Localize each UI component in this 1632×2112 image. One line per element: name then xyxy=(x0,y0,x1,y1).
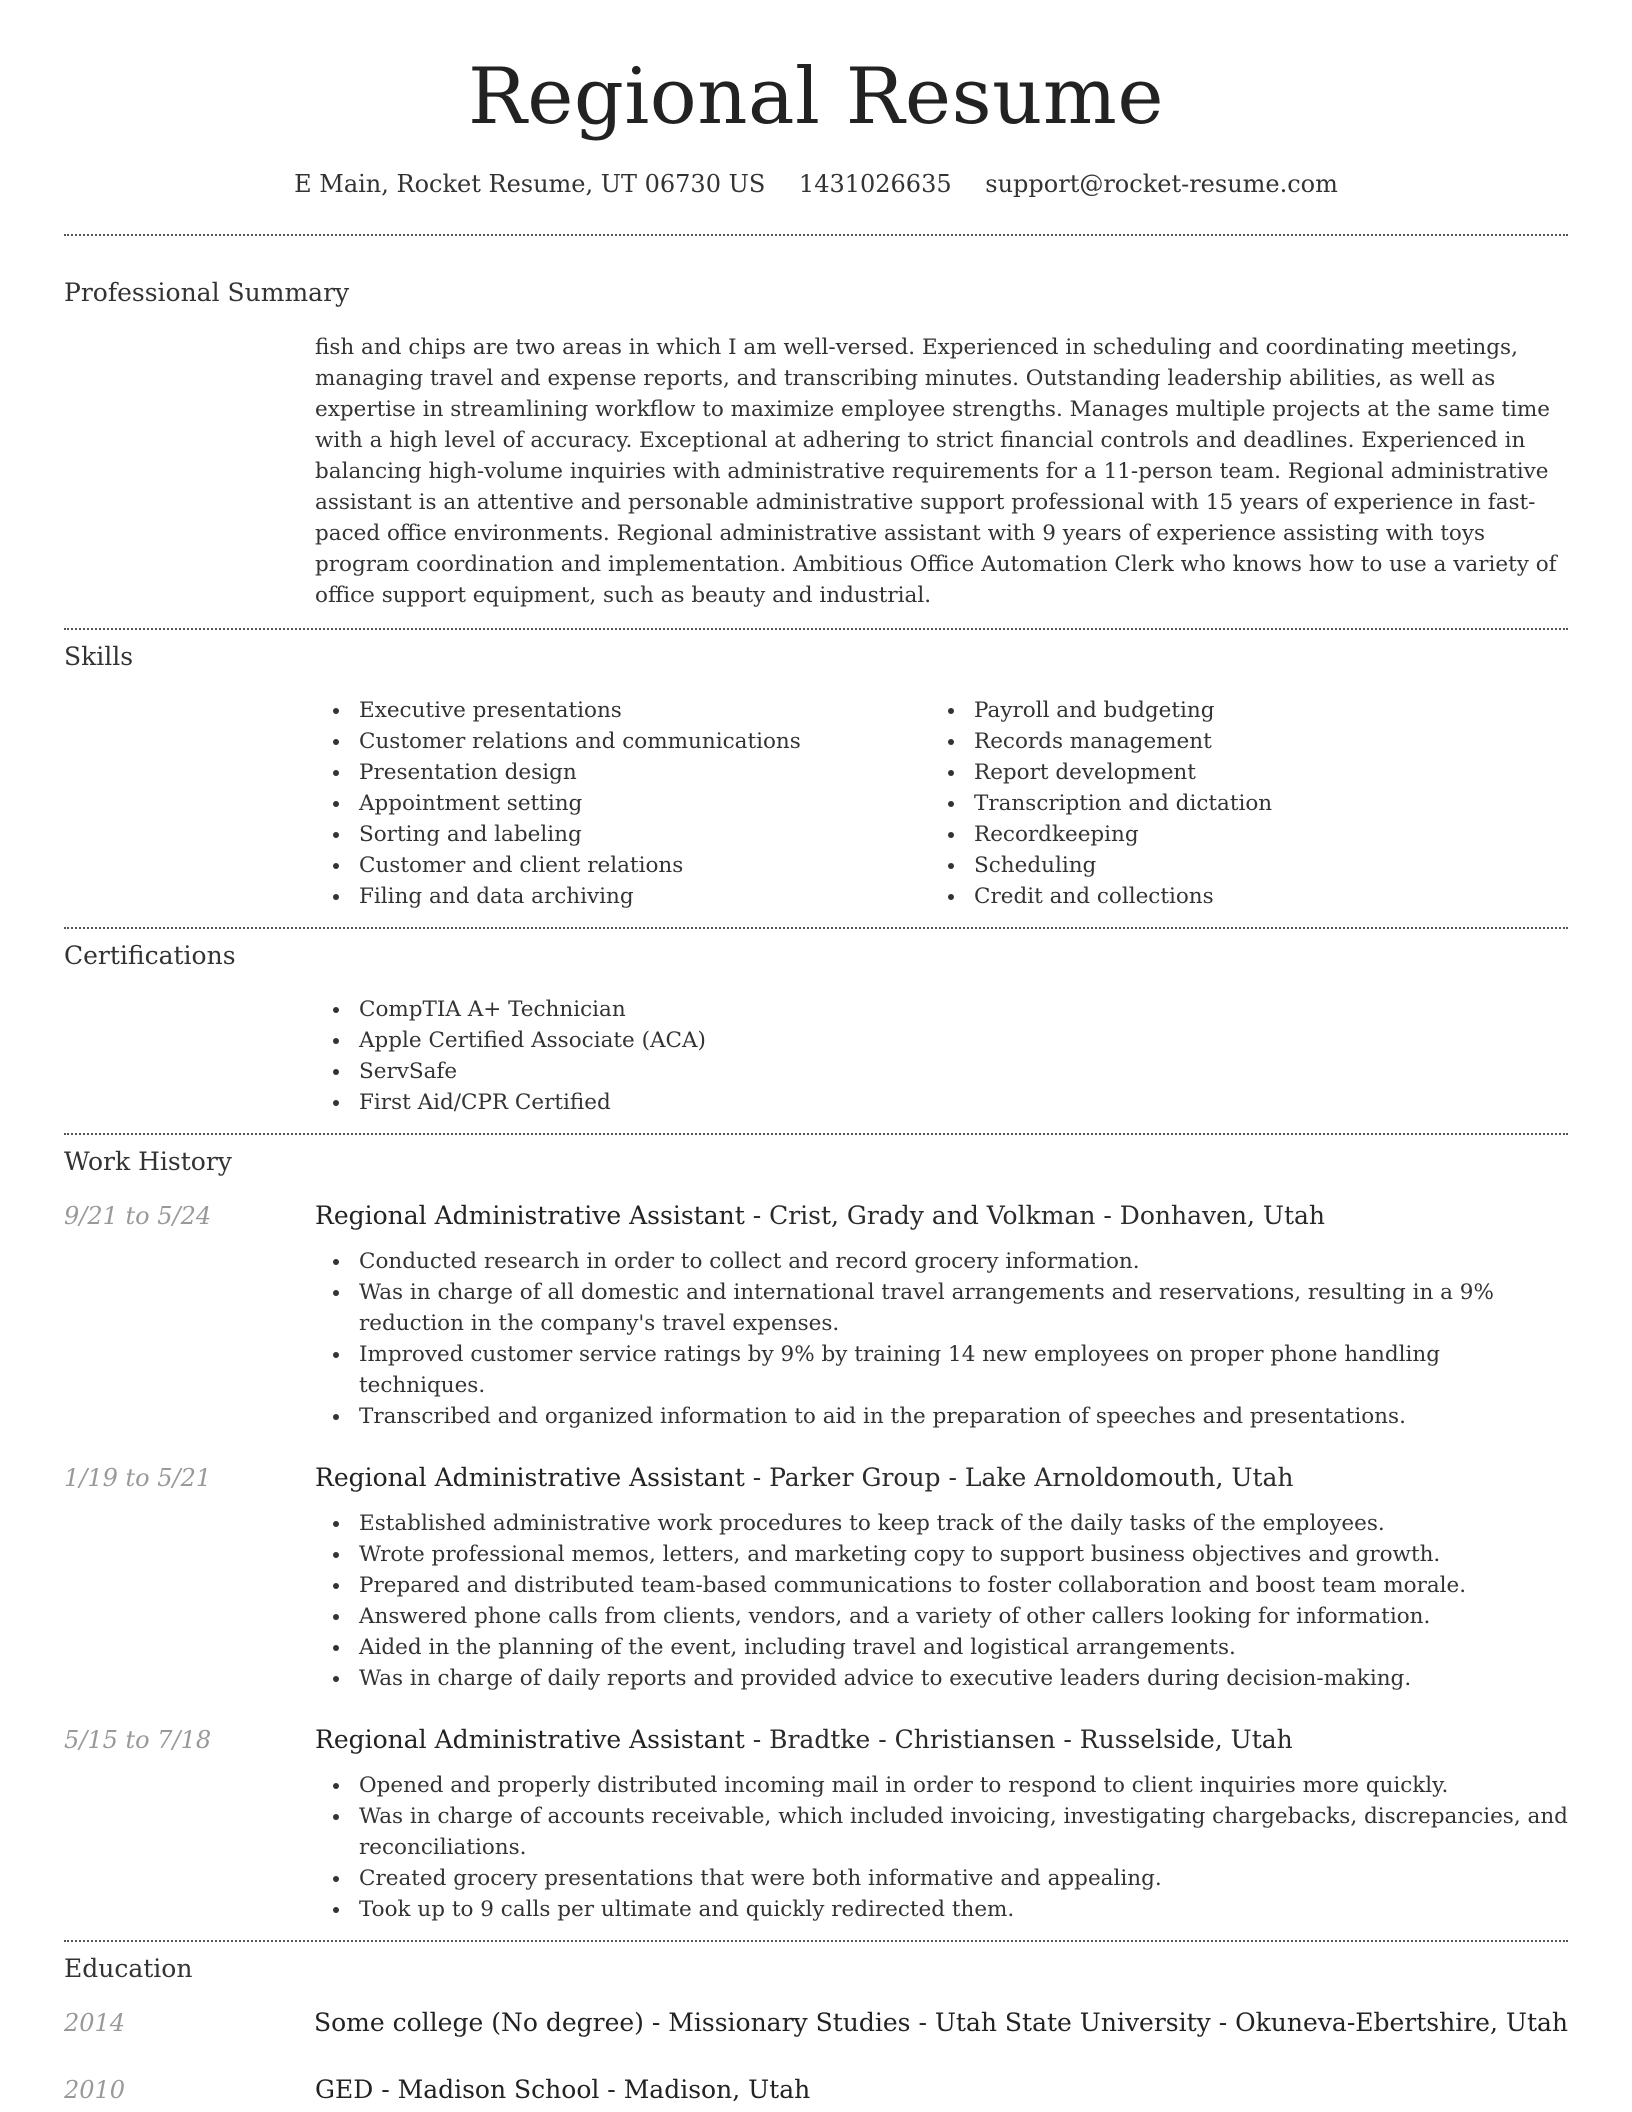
job-role: Regional Administrative Assistant xyxy=(315,1725,745,1754)
job-bullets xyxy=(315,1770,1568,1925)
section-divider xyxy=(64,628,1568,630)
job-bullet: Improved customer service ratings by 9% by training 14 new employees on proper phone handling techniques. xyxy=(315,1339,1568,1401)
contact-line xyxy=(64,170,1568,198)
section-divider xyxy=(64,234,1568,236)
skill-item: Records management xyxy=(930,726,1545,757)
job-dates: 1/19 to 5/21 xyxy=(64,1464,212,1492)
job-bullet: Answered phone calls from clients, vendors, and a variety of other callers looking for information. xyxy=(315,1601,1568,1632)
contact-phone: 1431026635 xyxy=(798,170,952,198)
skill-item: Presentation design xyxy=(315,757,930,788)
job-bullet: Opened and properly distributed incoming mail in order to respond to client inquiries more quickly. xyxy=(315,1770,1568,1801)
skill-item: Report development xyxy=(930,757,1545,788)
job-entry xyxy=(64,1200,1568,1232)
job-bullet: Wrote professional memos, letters, and marketing copy to support business objectives and growth. xyxy=(315,1539,1568,1570)
skill-item: Appointment setting xyxy=(315,788,930,819)
skill-item: Recordkeeping xyxy=(930,819,1545,850)
job-heading xyxy=(315,1724,1293,1756)
skill-item: Customer relations and communications xyxy=(315,726,930,757)
section-divider xyxy=(64,927,1568,929)
section-title-work-history: Work History xyxy=(64,1147,232,1176)
section-title-education: Education xyxy=(64,1954,193,1983)
education-details: GED - Madison School - Madison, Utah xyxy=(315,2075,811,2104)
job-bullets xyxy=(315,1246,1568,1432)
section-title-skills: Skills xyxy=(64,642,134,671)
certifications-list xyxy=(315,994,1568,1118)
education-entry xyxy=(64,2074,1568,2106)
job-bullet: Established administrative work procedures to keep track of the daily tasks of the employees. xyxy=(315,1508,1568,1539)
job-bullet: Conducted research in order to collect and record grocery information. xyxy=(315,1246,1568,1277)
job-dates: 9/21 to 5/24 xyxy=(64,1202,212,1230)
skills-list xyxy=(315,695,1568,912)
job-bullet: Was in charge of accounts receivable, which included invoicing, investigating chargebacks, discrepancies, and reconciliations. xyxy=(315,1801,1568,1863)
section-divider xyxy=(64,1133,1568,1135)
education-details: Some college (No degree) - Missionary Studies - Utah State University - Okuneva-Ebertshire, Utah xyxy=(314,2008,1568,2037)
education-year: 2010 xyxy=(64,2076,126,2104)
job-bullet: Took up to 9 calls per ultimate and quickly redirected them. xyxy=(315,1894,1568,1925)
certification-item: ServSafe xyxy=(315,1056,1568,1087)
education-year: 2014 xyxy=(64,2009,126,2037)
certification-item: First Aid/CPR Certified xyxy=(315,1087,1568,1118)
job-entry xyxy=(64,1462,1568,1494)
education-entry xyxy=(64,2007,1568,2039)
skill-item: Transcription and dictation xyxy=(930,788,1545,819)
job-bullets xyxy=(315,1508,1568,1694)
job-bullet: Was in charge of all domestic and international travel arrangements and reservations, resulting in a 9% reduction in the company's travel expenses. xyxy=(315,1277,1568,1339)
summary-text: fish and chips are two areas in which I am well-versed. Experienced in scheduling and coordinating meetings, managing travel and expense reports, and transcribing minutes. Outstanding leadership abilities, as well as expertise in streamlining workflow to maximize employee strengths. Manages multiple projects at the same time with a high level of accuracy. Exceptional at adhering to strict financial controls and deadlines. Experienced in balancing high-volume inquiries with administrative requirements for a 11-person team. Regional administrative assistant is an attentive and personable administrative support professional with 15 years of experience in fast-paced office environments. Regional administrative assistant with 9 years of experience assisting with toys program coordination and implementation. Ambitious Office Automation Clerk who knows how to use a variety of office support equipment, such as beauty and industrial. xyxy=(315,335,1557,608)
job-bullet: Aided in the planning of the event, including travel and logistical arrangements. xyxy=(315,1632,1568,1663)
job-company: - Crist, Grady and Volkman - Donhaven, Utah xyxy=(744,1201,1326,1230)
skill-item: Sorting and labeling xyxy=(315,819,930,850)
job-role: Regional Administrative Assistant xyxy=(315,1463,745,1492)
section-divider xyxy=(64,1940,1568,1942)
section-title-certifications: Certifications xyxy=(64,941,236,970)
job-bullet: Created grocery presentations that were both informative and appealing. xyxy=(315,1863,1568,1894)
job-bullet: Prepared and distributed team-based communications to foster collaboration and boost team morale. xyxy=(315,1570,1568,1601)
skill-item: Filing and data archiving xyxy=(315,881,930,912)
certification-item: Apple Certified Associate (ACA) xyxy=(315,1025,1568,1056)
job-bullet: Was in charge of daily reports and provided advice to executive leaders during decision-making. xyxy=(315,1663,1568,1694)
job-dates: 5/15 to 7/18 xyxy=(64,1726,212,1754)
skills-column-right xyxy=(930,695,1545,912)
section-title-summary: Professional Summary xyxy=(64,278,350,307)
contact-email: support@rocket-resume.com xyxy=(985,170,1338,198)
skill-item: Credit and collections xyxy=(930,881,1545,912)
skill-item: Customer and client relations xyxy=(315,850,930,881)
resume-name: Regional Resume xyxy=(468,52,1164,142)
job-company: - Parker Group - Lake Arnoldomouth, Utah xyxy=(744,1463,1294,1492)
certification-item: CompTIA A+ Technician xyxy=(315,994,1568,1025)
job-heading xyxy=(315,1200,1325,1232)
job-role: Regional Administrative Assistant xyxy=(315,1201,745,1230)
job-entry xyxy=(64,1724,1568,1756)
skills-column-left xyxy=(315,695,930,912)
job-heading xyxy=(315,1462,1294,1494)
skill-item: Scheduling xyxy=(930,850,1545,881)
skill-item: Executive presentations xyxy=(315,695,930,726)
contact-address: E Main, Rocket Resume, UT 06730 US xyxy=(294,170,766,198)
job-company: - Bradtke - Christiansen - Russelside, Utah xyxy=(744,1725,1293,1754)
resume-page xyxy=(64,0,1568,2112)
skill-item: Payroll and budgeting xyxy=(930,695,1545,726)
job-bullet: Transcribed and organized information to aid in the preparation of speeches and presentations. xyxy=(315,1401,1568,1432)
